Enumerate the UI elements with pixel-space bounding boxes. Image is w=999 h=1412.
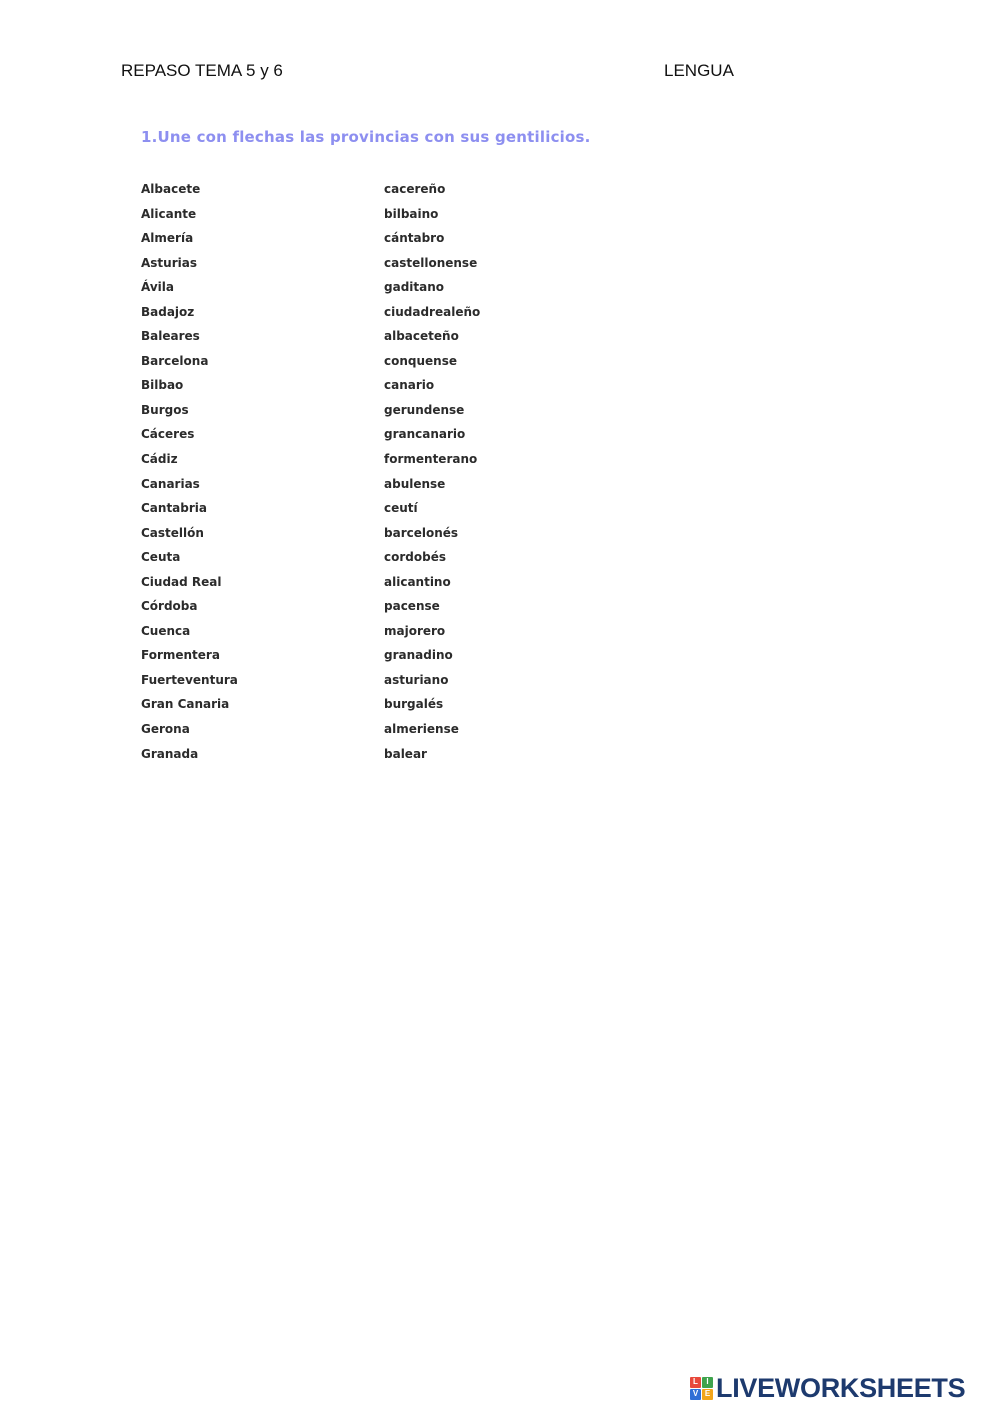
gentilicio-item: castellonense xyxy=(384,255,478,270)
header-subject: LENGUA xyxy=(664,61,734,80)
province-item: Baleares xyxy=(141,329,200,344)
province-item: Barcelona xyxy=(141,353,209,368)
gentilicio-item: bilbaino xyxy=(384,206,439,221)
gentilicio-item: cordobés xyxy=(384,550,446,565)
province-item: Asturias xyxy=(141,255,197,270)
liveworksheets-logo[interactable] xyxy=(690,1372,965,1404)
logo-letter: L xyxy=(690,1377,701,1388)
gentilicio-item: granadino xyxy=(384,648,453,663)
logo-letter: V xyxy=(690,1389,701,1400)
logo-letter: E xyxy=(702,1389,713,1400)
gentilicio-list xyxy=(384,180,480,769)
province-item: Formentera xyxy=(141,648,220,663)
province-item: Almería xyxy=(141,231,194,246)
province-item: Ávila xyxy=(141,280,175,295)
gentilicio-item: ceutí xyxy=(384,501,418,516)
province-item: Gerona xyxy=(141,722,190,737)
province-item: Alicante xyxy=(141,206,197,221)
gentilicio-item: almeriense xyxy=(384,722,459,737)
province-item: Badajoz xyxy=(141,304,195,319)
gentilicio-item: conquense xyxy=(384,353,457,368)
province-item: Gran Canaria xyxy=(141,697,230,712)
province-item: Canarias xyxy=(141,476,200,491)
province-item: Albacete xyxy=(141,182,201,196)
province-item: Cuenca xyxy=(141,623,191,638)
gentilicio-item: canario xyxy=(384,378,435,393)
gentilicio-item: balear xyxy=(384,746,427,761)
province-item: Cantabria xyxy=(141,501,207,516)
gentilicio-item: gerundense xyxy=(384,402,465,417)
province-item: Ciudad Real xyxy=(141,574,222,589)
gentilicio-item: cántabro xyxy=(384,231,445,246)
exercise-title: 1.Une con flechas las provincias con sus gentilicios. xyxy=(141,128,591,146)
province-item: Fuerteventura xyxy=(141,672,238,687)
gentilicio-item: burgalés xyxy=(384,697,444,712)
logo-letter: I xyxy=(702,1377,713,1388)
province-item: Cádiz xyxy=(141,452,178,467)
province-item: Cáceres xyxy=(141,427,195,442)
logo-text: LIVEWORKSHEETS xyxy=(716,1372,966,1403)
gentilicio-item: formenterano xyxy=(384,452,478,467)
province-list xyxy=(141,180,238,769)
gentilicio-item: asturiano xyxy=(384,672,449,687)
gentilicio-item: gaditano xyxy=(384,280,445,295)
gentilicio-item: alicantino xyxy=(384,574,451,589)
gentilicio-item: grancanario xyxy=(384,427,466,442)
liveworksheets-icon xyxy=(690,1377,712,1399)
gentilicio-item: ciudadrealeño xyxy=(384,304,481,319)
province-item: Ceuta xyxy=(141,550,181,565)
gentilicio-item: cacereño xyxy=(384,182,446,196)
gentilicio-item: pacense xyxy=(384,599,440,614)
province-item: Burgos xyxy=(141,402,189,417)
province-item: Bilbao xyxy=(141,378,184,393)
gentilicio-item: albaceteño xyxy=(384,329,459,344)
province-item: Granada xyxy=(141,746,199,761)
province-item: Córdoba xyxy=(141,599,198,614)
header-title: REPASO TEMA 5 y 6 xyxy=(121,61,283,80)
province-item: Castellón xyxy=(141,525,204,540)
gentilicio-item: abulense xyxy=(384,476,446,491)
gentilicio-item: barcelonés xyxy=(384,525,459,540)
gentilicio-item: majorero xyxy=(384,623,446,638)
